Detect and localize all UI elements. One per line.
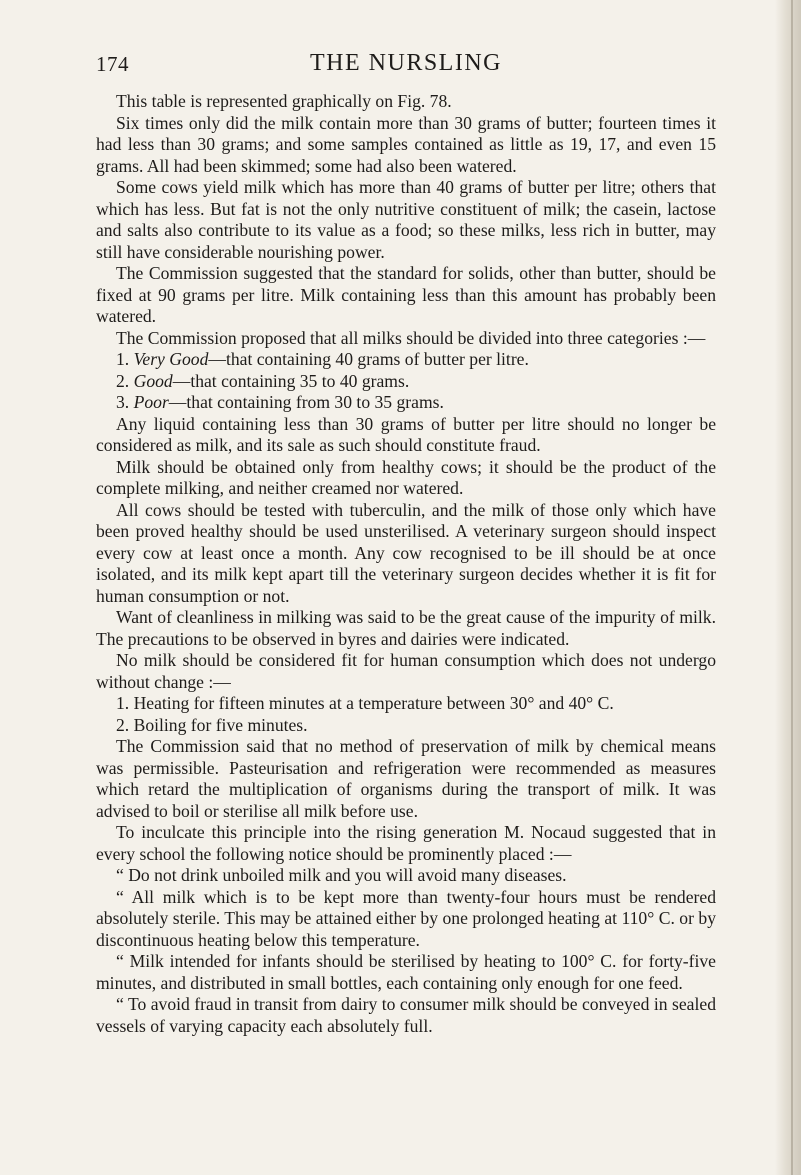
list-text: —that containing from 30 to 35 grams. [168,392,444,412]
paragraph: The Commission said that no method of preservation of milk by chemical means was permissible. Pasteurisation and refrigeration were recommended as measures which retard the multiplication of organisms during the transport of milk. It was advised to boil or sterilise all milk before use. [96,736,716,821]
paragraph: No milk should be considered fit for human consumption which does not undergo without change :— [96,650,716,692]
paragraph: The Commission proposed that all milks should be divided into three categories :— [116,327,706,348]
list-item [96,392,716,414]
paragraph: Six times only did the milk contain more than 30 grams of butter; fourteen times it had less than 30 grams; and some samples contained as little as 19, 17, and even 15 grams. All had been skimmed; some had also been watered. [96,112,716,176]
paragraph: To inculcate this principle into the rising generation M. Nocaud suggested that in every school the following notice should be prominently placed :— [96,822,716,864]
list-number: 2. [116,370,130,391]
quoted-paragraph: “ All milk which is to be kept more than twenty-four hours must be rendered absolutely sterile. This may be attained either by one prolonged heating at 110° C. or by discontinuous heating below this temperature. [96,886,716,950]
list-item [96,371,716,393]
category-term: Good [133,370,173,391]
paragraph: Any liquid containing less than 30 grams of butter per litre should no longer be considered as milk, and its sale as such should constitute fraud. [96,413,716,455]
page-number: 174 [96,52,129,76]
quoted-paragraph: “ Milk intended for infants should be sterilised by heating to 100° C. for forty-five minutes, and distributed in small bottles, each containing only enough for one feed. [96,951,716,993]
page-edge [775,0,801,1175]
category-term: Very Good [133,349,209,369]
paragraph: All cows should be tested with tuberculin, and the milk of those only which have been proved healthy should be used unsterilised. A veterinary surgeon should inspect every cow at least once a month. Any cow recognised to be ill should be at once isolated, and its milk kept apart till the veterinary surgeon decides whether it is fit for human consumption or not. [96,499,716,606]
page-header [96,50,716,82]
paragraph: This table is represented graphically on Fig. 78. [116,91,452,111]
quoted-paragraph: “ Do not drink unboiled milk and you will avoid many diseases. [116,865,567,885]
list-item: 1. Heating for fifteen minutes at a temperature between 30° and 40° C. [116,693,614,713]
list-item: 2. Boiling for five minutes. [116,714,308,735]
list-text: —that containing 35 to 40 grams. [172,370,410,391]
paragraph: Want of cleanliness in milking was said to be the great cause of the impurity of milk. The precautions to be observed in byres and dairies were indicated. [96,607,716,649]
list-text: —that containing 40 grams of butter per litre. [208,349,529,369]
running-head: THE NURSLING [310,50,502,76]
paragraph: Milk should be obtained only from healthy cows; it should be the product of the complete milking, and neither creamed nor watered. [96,456,716,498]
paragraph: Some cows yield milk which has more than 40 grams of butter per litre; others that which has less. But fat is not the only nutritive constituent of milk; the casein, lactose and salts also contribute to its value as a food; so these milks, less rich in butter, may still have considerable nourishing power. [96,177,716,262]
list-number: 3. [116,392,130,412]
body-text [96,91,716,1037]
list-item [96,349,716,371]
list-number: 1. [116,349,130,369]
paragraph: The Commission suggested that the standard for solids, other than butter, should be fixed at 90 grams per litre. Milk containing less than this amount has probably been watered. [96,263,716,326]
category-term: Poor [133,392,169,412]
quoted-paragraph: “ To avoid fraud in transit from dairy to consumer milk should be conveyed in sealed vessels of varying capacity each absolutely full. [96,994,716,1036]
